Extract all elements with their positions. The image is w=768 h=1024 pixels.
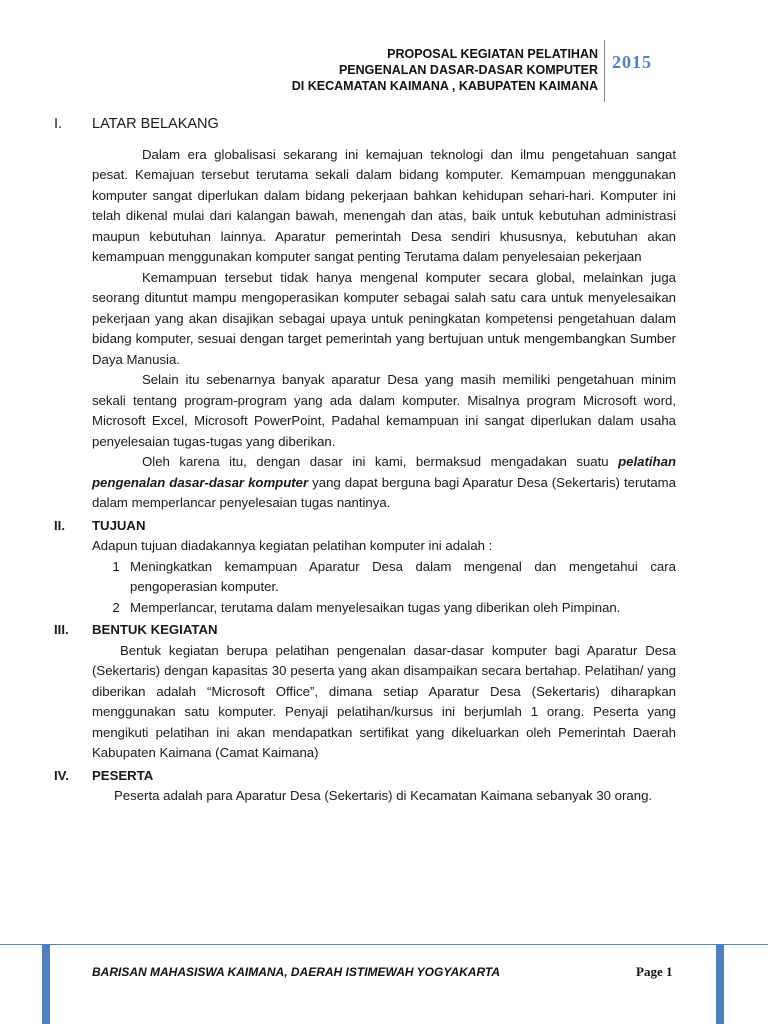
section-body-bentuk-kegiatan	[54, 641, 676, 764]
footer-organization: BARISAN MAHASISWA KAIMANA, DAERAH ISTIMEWAH YOGYAKARTA	[92, 965, 501, 979]
paragraph: Peserta adalah para Aparatur Desa (Sekertaris) di Kecamatan Kaimana sebanyak 30 orang.	[114, 788, 653, 803]
section-body-latar-belakang	[54, 145, 676, 514]
header-divider	[604, 40, 605, 102]
paragraph: Adapun tujuan diadakannya kegiatan pelatihan komputer ini adalah :	[92, 538, 493, 553]
footer-bar-right	[716, 944, 724, 1024]
header-line-2: PENGENALAN DASAR-DASAR KOMPUTER	[338, 63, 598, 77]
section-title: PESERTA	[92, 767, 154, 783]
section-heading-tujuan	[54, 516, 676, 537]
list-item	[92, 598, 676, 619]
paragraph	[92, 452, 676, 514]
header-line-1: PROPOSAL KEGIATAN PELATIHAN	[387, 47, 598, 61]
section-title: TUJUAN	[92, 517, 146, 533]
section-heading-latar-belakang	[54, 114, 676, 135]
footer-rule	[0, 944, 768, 945]
page-number: Page 1	[636, 964, 673, 979]
emphasis-text: pelatihan pengenalan dasar-dasar komputer	[92, 454, 676, 490]
section-number: III.	[54, 622, 69, 637]
list-item	[92, 557, 676, 598]
footer-bar-left	[42, 944, 50, 1024]
list-number: 1	[112, 558, 120, 574]
paragraph: Selain itu sebenarnya banyak aparatur Desa yang masih memiliki pengetahuan minim sekali tentang program-program yang ada dalam komputer. Misalnya program Microsoft word, Microsoft Excel, Microsoft PowerPoint, Padahal kemampuan ini sangat diperlukan dalam usaha penyelesaian tugas-tugas yang diberikan.	[92, 372, 676, 449]
section-title: LATAR BELAKANG	[92, 116, 219, 132]
section-number: II.	[54, 517, 65, 533]
paragraph: Dalam era globalisasi sekarang ini kemajuan teknologi dan ilmu pengetahuan sangat pesat. Kemajuan tersebut terutama sekali dalam bidang komputer. Kemampuan menggunakan komputer sangat diperlukan dalam bidang pekerjaan bahkan kehidupan sehari-hari. Komputer ini telah dikenal mulai dari kalangan bawah, menengah dan atas, baik untuk kebutuhan administrasi maupun kebutuhan lainnya. Aparatur pemerintah Desa sendiri khususnya, kebutuhan akan kemampuan menggunakan komputer sangat penting Terutama dalam penyelesaian pekerjaan	[92, 146, 676, 264]
list-number: 2	[112, 599, 120, 615]
section-body-peserta	[54, 786, 676, 807]
section-heading-peserta	[54, 766, 676, 787]
paragraph-text: Oleh karena itu, dengan dasar ini kami, bermaksud mengadakan suatu	[142, 454, 619, 469]
section-heading-bentuk-kegiatan	[54, 620, 676, 641]
header-year: 2015	[612, 52, 652, 72]
section-number: IV.	[54, 767, 69, 783]
header-line-3: DI KECAMATAN KAIMANA , KABUPATEN KAIMANA	[291, 79, 598, 93]
list-text: Meningkatkan kemampuan Aparatur Desa dalam mengenal dan mengetahui cara pengoperasian komputer.	[130, 558, 676, 594]
list-text: Memperlancar, terutama dalam menyelesaikan tugas yang diberikan oleh Pimpinan.	[130, 599, 621, 615]
section-number: I.	[54, 116, 63, 132]
document-header	[178, 46, 598, 94]
section-body-tujuan	[54, 536, 676, 618]
paragraph-text: yang dapat berguna bagi Aparatur Desa (Sekertaris) terutama dalam memperlancar penyelesaian tugas nantinya.	[92, 474, 676, 510]
section-title: BENTUK KEGIATAN	[92, 622, 218, 637]
objective-list	[92, 557, 676, 619]
paragraph: Bentuk kegiatan berupa pelatihan pengenalan dasar-dasar komputer bagi Aparatur Desa (Sekertaris) dengan kapasitas 30 peserta yang akan disampaikan secara bertahap. Pelatihan/ yang diberikan adalah “Microsoft Office”, dimana setiap Aparatur Desa (Sekertaris) diharapkan menggunakan satu komputer. Penyaji pelatihan/kursus ini berjumlah 1 orang. Peserta yang mengikuti pelatihan ini akan mendapatkan sertifikat yang dikeluarkan oleh Pemerintah Daerah Kabupaten Kaimana (Camat Kaimana)	[92, 642, 676, 760]
document-body	[54, 112, 676, 807]
paragraph: Kemampuan tersebut tidak hanya mengenal komputer secara global, melainkan juga seorang dituntut mampu mengoperasikan komputer sebagai salah satu cara untuk menyelesaikan pekerjaan yang akan disajikan sebagai upaya untuk peningkatan kompetensi pengetahuan dalam bidang komputer, sesuai dengan target pemerintah yang bertujuan untuk mengembangkan Sumber Daya Manusia.	[92, 269, 676, 367]
